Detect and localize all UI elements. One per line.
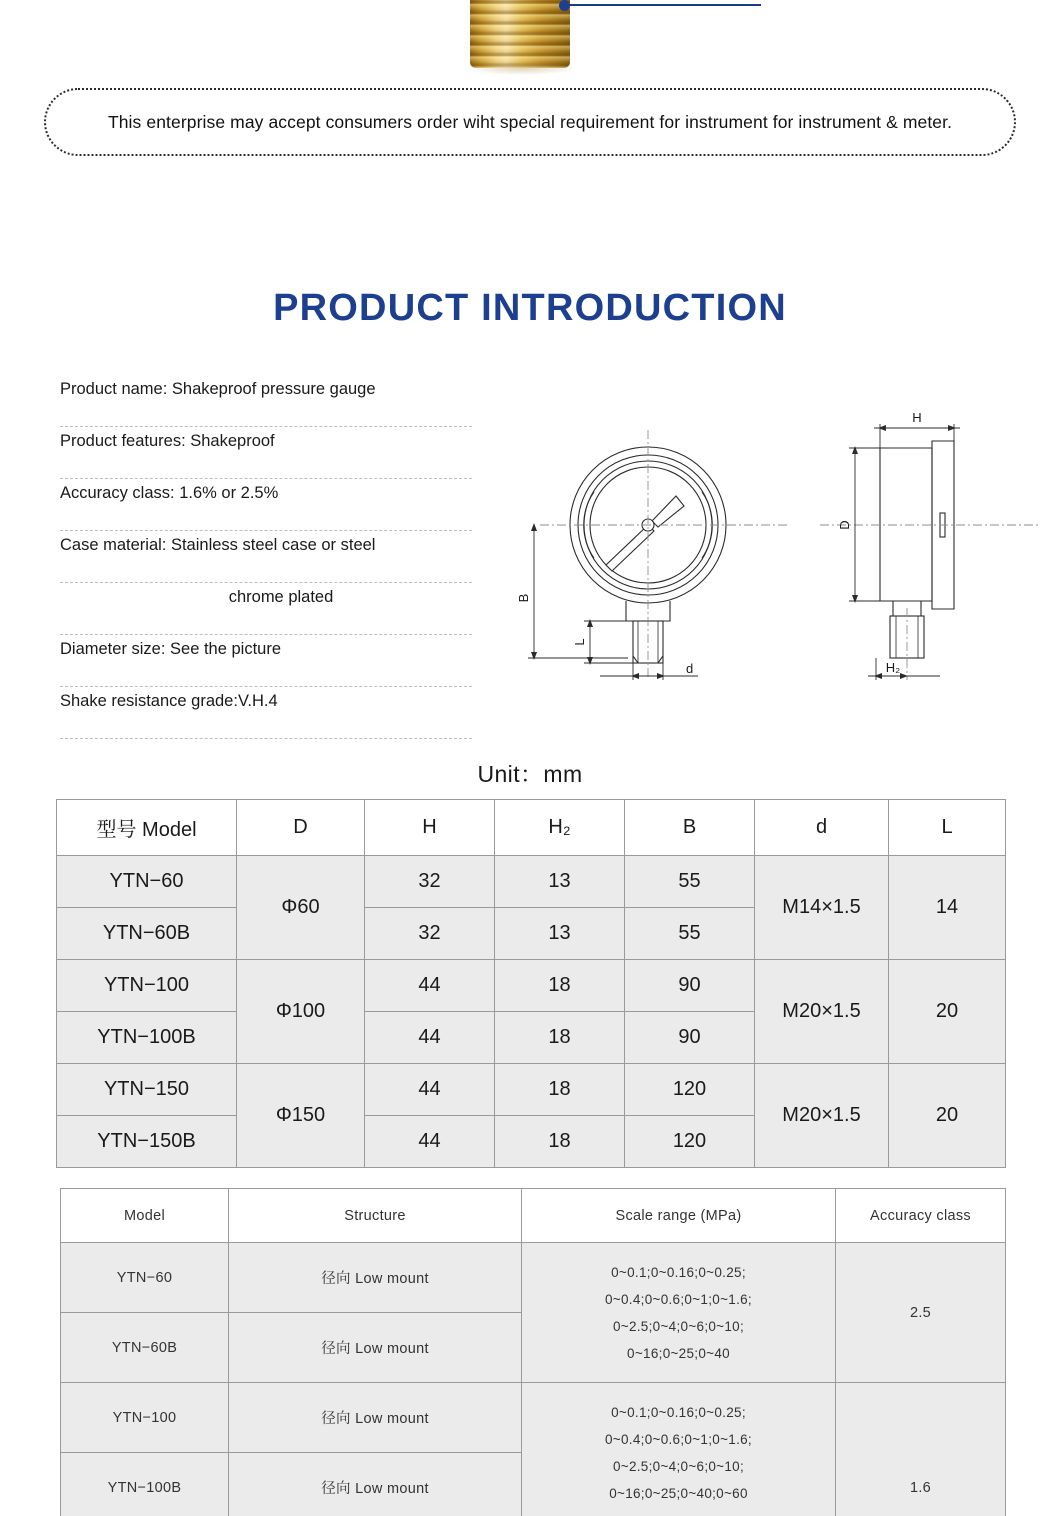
cell-structure: 径向 Low mount: [229, 1383, 522, 1453]
cell-h2: 13: [495, 908, 625, 960]
table-header-row: [57, 800, 1006, 856]
label-h2: H₂: [885, 660, 901, 675]
cell-model: YTN−100B: [57, 1012, 237, 1064]
brass-thread-body: [470, 0, 570, 68]
cell-model: YTN−100: [57, 960, 237, 1012]
range-line: 0~0.4;0~0.6;0~1;0~1.6;: [605, 1431, 752, 1447]
spec-item-case-material: [60, 531, 472, 583]
cell-h: 32: [365, 856, 495, 908]
col-header-d: D: [237, 800, 365, 856]
cell-diameter: Φ150: [237, 1064, 365, 1168]
spec-label: Shake resistance grade:V.H.4: [60, 692, 278, 710]
cell-model: YTN−60: [57, 856, 237, 908]
col-header-d-thread: d: [755, 800, 889, 856]
spec-label: Accuracy class: 1.6% or 2.5%: [60, 484, 279, 502]
cell-model: YTN−60B: [57, 908, 237, 960]
range-line: 0~16;0~25;0~40: [627, 1345, 730, 1361]
cell-b: 90: [625, 960, 755, 1012]
range-line: 0~0.1;0~0.16;0~0.25;: [611, 1404, 746, 1420]
technical-drawing: [500, 408, 1048, 698]
cell-model: YTN−60B: [61, 1313, 229, 1383]
unit-caption: Unit：mm: [477, 761, 583, 787]
brass-fitting-photo: [0, 0, 1060, 80]
cell-model: YTN−150: [57, 1064, 237, 1116]
cell-structure: 径向 Low mount: [229, 1453, 522, 1516]
spec-item-diameter-size: [60, 635, 472, 687]
dimension-table: [56, 799, 1006, 1168]
range-line: 0~0.4;0~0.6;0~1;0~1.6;: [605, 1291, 752, 1307]
scale-range-table: [60, 1188, 1006, 1516]
cell-h: 44: [365, 960, 495, 1012]
cell-thread: M14×1.5: [755, 856, 889, 960]
col-header-accuracy-class: Accuracy class: [836, 1189, 1006, 1243]
cell-h2: 18: [495, 1064, 625, 1116]
callout-dot-icon: [559, 0, 570, 11]
col-header-model: 型号 Model: [57, 800, 237, 856]
range-line: 0~2.5;0~4;0~6;0~10;: [612, 1318, 745, 1334]
cell-thread: M20×1.5: [755, 960, 889, 1064]
cell-diameter: Φ100: [237, 960, 365, 1064]
col-header-l: L: [889, 800, 1006, 856]
table-row: [57, 960, 1006, 1012]
label-b: B: [516, 593, 531, 603]
cell-b: 55: [625, 908, 755, 960]
cell-thread: M20×1.5: [755, 1064, 889, 1168]
cell-length: 20: [889, 1064, 1006, 1168]
spec-label: Product features: Shakeproof: [60, 432, 275, 450]
cell-length: 20: [889, 960, 1006, 1064]
label-h: H: [912, 410, 922, 425]
col-header-h2: H₂: [495, 800, 625, 856]
col-header-model: Model: [61, 1189, 229, 1243]
spec-item-product-name: [60, 375, 472, 427]
custom-order-note-text: This enterprise may accept consumers order wiht special requirement for instrument for instrument & meter.: [107, 111, 953, 132]
specification-list: [60, 375, 472, 739]
cell-h2: 13: [495, 856, 625, 908]
table-row: [57, 1064, 1006, 1116]
dimension-d-side: [849, 446, 893, 603]
cell-b: 55: [625, 856, 755, 908]
cell-h: 44: [365, 1012, 495, 1064]
spec-item-accuracy-class: [60, 479, 472, 531]
cell-h: 32: [365, 908, 495, 960]
table-row: [61, 1383, 1006, 1453]
cell-h2: 18: [495, 1012, 625, 1064]
cell-accuracy: 2.5: [836, 1243, 1006, 1383]
spec-label: Diameter size: See the picture: [60, 640, 282, 658]
spec-item-product-features: [60, 427, 472, 479]
cell-model: YTN−100B: [61, 1453, 229, 1516]
col-header-scale-range: Scale range (MPa): [522, 1189, 836, 1243]
cell-structure: 径向 Low mount: [229, 1243, 522, 1313]
cell-scale-range: [522, 1383, 836, 1516]
cell-h: 44: [365, 1064, 495, 1116]
cell-diameter: Φ60: [237, 856, 365, 960]
label-l: L: [572, 638, 587, 646]
table-row: [57, 856, 1006, 908]
col-header-h: H: [365, 800, 495, 856]
cell-h2: 18: [495, 960, 625, 1012]
label-d-front: d: [686, 661, 694, 676]
range-line: 0~2.5;0~4;0~6;0~10;: [612, 1458, 745, 1474]
cell-model: YTN−60: [61, 1243, 229, 1313]
custom-order-note: [44, 88, 1016, 156]
side-view-centerlines: [820, 525, 1040, 680]
cell-model: YTN−150B: [57, 1116, 237, 1168]
brass-shadow: [468, 62, 576, 75]
page-title: PRODUCT INTRODUCTION: [273, 287, 787, 329]
spec-item-shake-resistance: [60, 687, 472, 739]
label-d-side: D: [837, 520, 852, 530]
dimension-h2: [868, 658, 940, 680]
range-line: 0~0.1;0~0.16;0~0.25;: [611, 1264, 746, 1280]
spec-label: Case material: Stainless steel case or steel: [60, 536, 376, 554]
side-view-gauge: [880, 441, 954, 658]
spec-label: Product name: Shakeproof pressure gauge: [60, 380, 376, 398]
col-header-structure: Structure: [229, 1189, 522, 1243]
cell-h2: 18: [495, 1116, 625, 1168]
cell-h: 44: [365, 1116, 495, 1168]
cell-length: 14: [889, 856, 1006, 960]
dimension-d-front: [600, 663, 698, 680]
cell-scale-range: [522, 1243, 836, 1383]
cell-b: 120: [625, 1064, 755, 1116]
table-header-row: [61, 1189, 1006, 1243]
cell-b: 90: [625, 1012, 755, 1064]
cell-model: YTN−100: [61, 1383, 229, 1453]
table-row: [61, 1243, 1006, 1313]
cell-structure: 径向 Low mount: [229, 1313, 522, 1383]
col-header-b: B: [625, 800, 755, 856]
range-line: 0~16;0~25;0~40;0~60: [609, 1485, 748, 1501]
spec-label: chrome plated: [228, 588, 334, 606]
dimension-h: [874, 424, 960, 448]
cell-b: 120: [625, 1116, 755, 1168]
cell-accuracy: 1.6: [836, 1383, 1006, 1516]
callout-leader-line: [566, 4, 761, 6]
spec-item-case-material-cont: [60, 583, 472, 635]
